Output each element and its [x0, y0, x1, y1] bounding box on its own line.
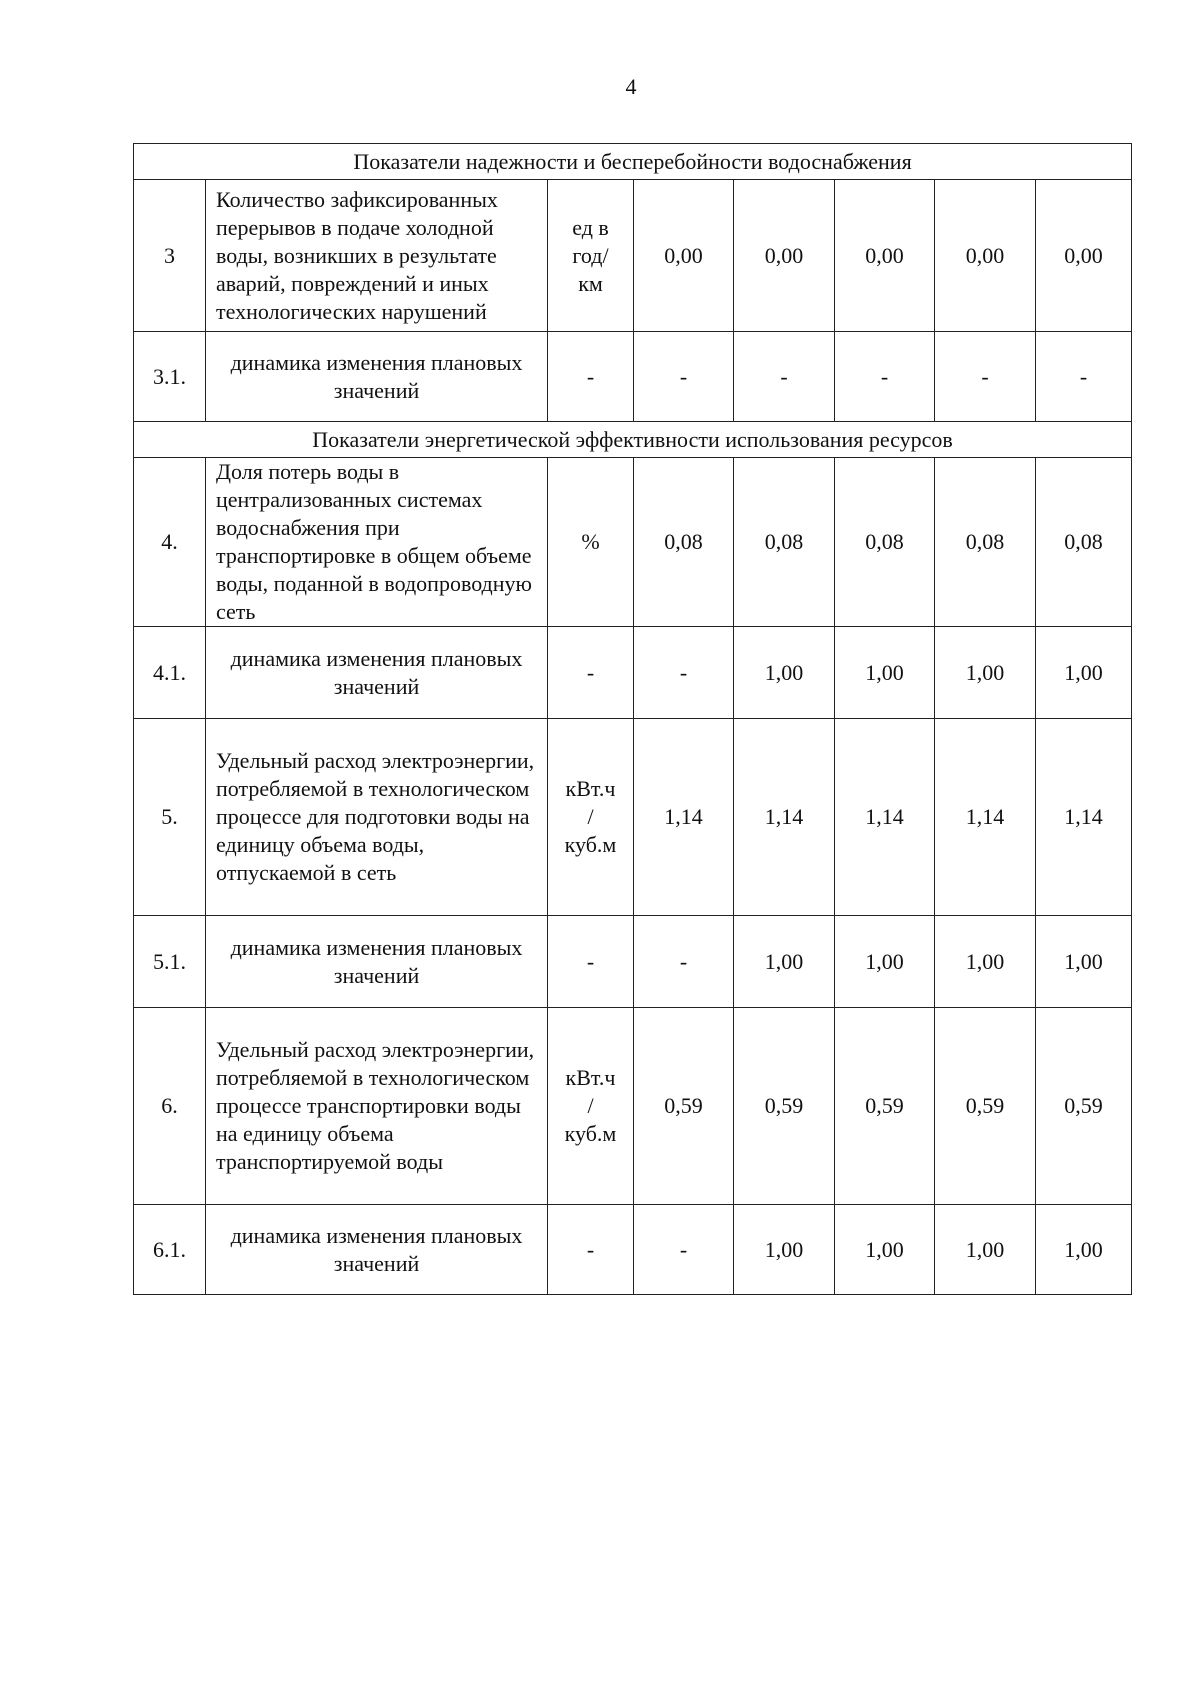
row-value: - [1036, 332, 1132, 422]
row-number: 4.1. [134, 627, 206, 719]
row-unit [548, 458, 634, 627]
row-unit [548, 180, 634, 332]
row-description: Удельный расход электроэнергии, потребляемой в технологическом процессе для подготовки воды на единицу объема воды, отпускаемой в сеть [206, 719, 548, 916]
row-unit [548, 1008, 634, 1205]
unit-line: ед в [572, 214, 609, 240]
table-row [134, 627, 1132, 719]
row-value: 0,00 [835, 180, 935, 332]
unit-line: / [587, 1093, 594, 1118]
unit-line: кВт.ч [565, 1065, 616, 1090]
table-row [134, 1008, 1132, 1205]
row-value: 1,00 [835, 916, 935, 1008]
row-description: динамика изменения плановых значений [206, 1205, 548, 1295]
row-value: - [935, 332, 1036, 422]
row-number: 4. [134, 458, 206, 627]
row-value: 1,00 [835, 627, 935, 719]
row-value: 0,00 [1036, 180, 1132, 332]
row-value: 0,59 [634, 1008, 734, 1205]
row-value: 1,00 [935, 1205, 1036, 1295]
unit-line: кВт.ч [565, 776, 616, 801]
row-value: - [835, 332, 935, 422]
row-number: 5. [134, 719, 206, 916]
row-value: 0,00 [935, 180, 1036, 332]
unit-line: - [586, 948, 595, 974]
row-value: 0,00 [634, 180, 734, 332]
unit-line: - [586, 363, 595, 389]
row-value: 1,00 [935, 916, 1036, 1008]
unit-line: - [586, 1236, 595, 1262]
unit-line: % [581, 529, 600, 554]
row-value: 0,59 [935, 1008, 1036, 1205]
unit-line: км [578, 270, 603, 296]
row-value: 0,08 [734, 458, 835, 627]
row-description: Удельный расход электроэнергии, потребляемой в технологическом процессе транспортировки воды на единицу объема транспортируемой воды [206, 1008, 548, 1205]
table-row [134, 916, 1132, 1008]
page-number: 4 [625, 74, 637, 99]
table-row [134, 332, 1132, 422]
row-value: - [634, 332, 734, 422]
row-value: - [734, 332, 835, 422]
row-number: 5.1. [134, 916, 206, 1008]
unit-line: куб.м [564, 1121, 617, 1146]
row-number: 6.1. [134, 1205, 206, 1295]
row-value: 0,08 [1036, 458, 1132, 627]
row-value: 1,14 [634, 719, 734, 916]
table-row [134, 458, 1132, 627]
row-value: - [634, 627, 734, 719]
row-number: 3 [134, 180, 206, 332]
row-value: 1,14 [1036, 719, 1132, 916]
row-number: 6. [134, 1008, 206, 1205]
row-value: 1,14 [734, 719, 835, 916]
row-description: динамика изменения плановых значений [206, 332, 548, 422]
table-row [134, 719, 1132, 916]
row-value: 1,00 [935, 627, 1036, 719]
row-unit [548, 627, 634, 719]
section-header-row [134, 144, 1132, 180]
row-value: 1,00 [835, 1205, 935, 1295]
row-value: 0,08 [835, 458, 935, 627]
row-value: 0,08 [634, 458, 734, 627]
row-number: 3.1. [134, 332, 206, 422]
section-title: Показатели надежности и бесперебойности водоснабжения [134, 144, 1132, 180]
row-description: Доля потерь воды в централизованных системах водоснабжения при транспортировке в общем объеме воды, поданной в водопроводную сеть [206, 458, 548, 627]
row-value: 0,00 [734, 180, 835, 332]
unit-line: куб.м [564, 832, 617, 857]
indicators-table [133, 143, 1132, 1295]
row-unit [548, 1205, 634, 1295]
row-unit [548, 332, 634, 422]
row-value: 1,14 [935, 719, 1036, 916]
row-unit [548, 719, 634, 916]
row-value: - [634, 916, 734, 1008]
row-description: динамика изменения плановых значений [206, 627, 548, 719]
unit-line: / [587, 804, 594, 829]
row-value: 1,00 [734, 627, 835, 719]
row-description: Количество зафиксированных перерывов в подаче холодной воды, возникших в результате аварий, повреждений и иных технологических нарушений [206, 180, 548, 332]
indicators-table-body [134, 144, 1132, 1295]
section-header-row [134, 422, 1132, 458]
row-value: 0,59 [835, 1008, 935, 1205]
row-description: динамика изменения плановых значений [206, 916, 548, 1008]
table-row [134, 180, 1132, 332]
row-value: 1,14 [835, 719, 935, 916]
row-value: 1,00 [734, 1205, 835, 1295]
table-row [134, 1205, 1132, 1295]
row-value: 1,00 [734, 916, 835, 1008]
row-unit [548, 916, 634, 1008]
row-value: - [634, 1205, 734, 1295]
unit-line: - [586, 659, 595, 685]
row-value: 1,00 [1036, 916, 1132, 1008]
row-value: 0,59 [1036, 1008, 1132, 1205]
row-value: 1,00 [1036, 1205, 1132, 1295]
unit-line: год/ [572, 242, 609, 268]
row-value: 0,08 [935, 458, 1036, 627]
section-title: Показатели энергетической эффективности использования ресурсов [134, 422, 1132, 458]
row-value: 0,59 [734, 1008, 835, 1205]
row-value: 1,00 [1036, 627, 1132, 719]
